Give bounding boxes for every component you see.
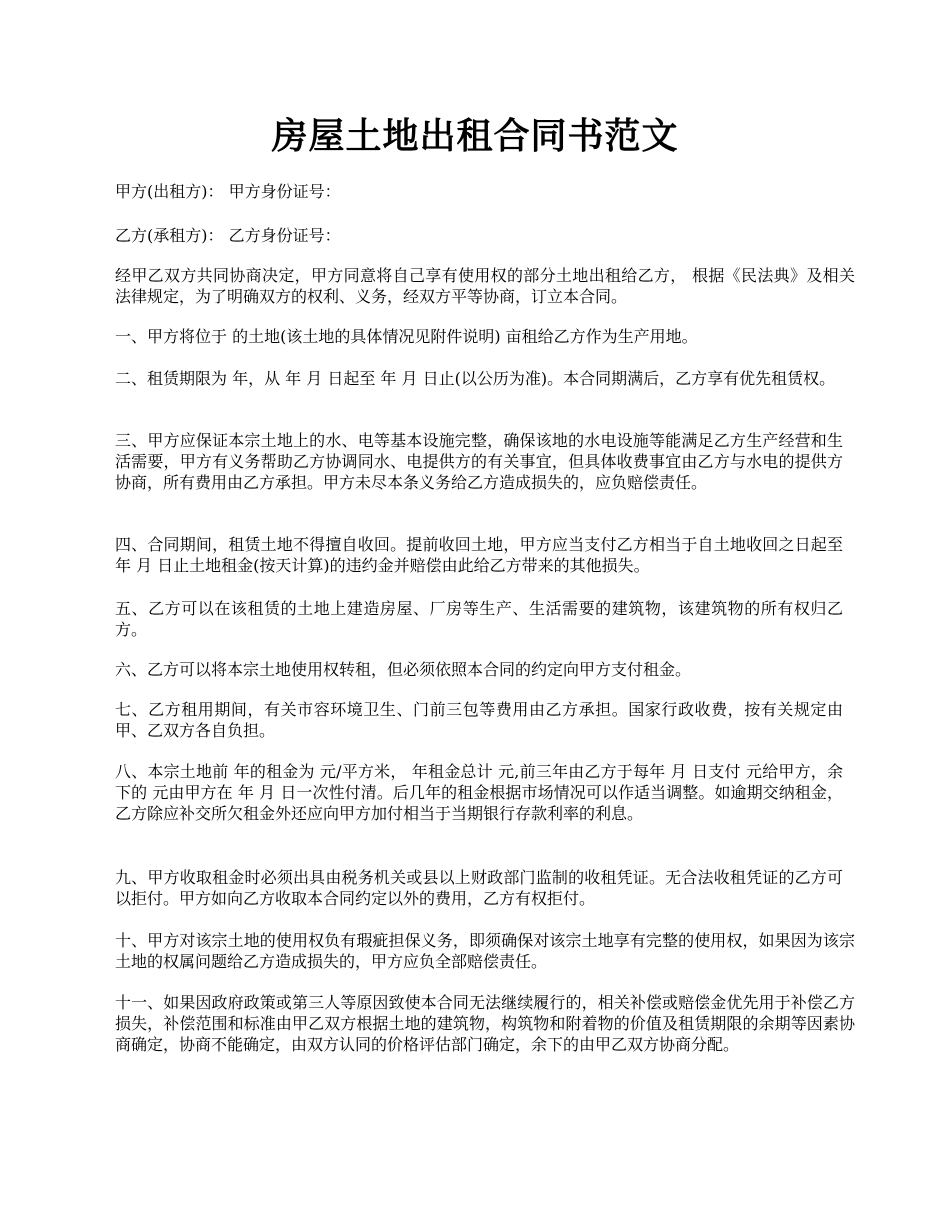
clause-1: 一、甲方将位于 的土地(该土地的具体情况见附件说明) 亩租给乙方作为生产用地。 [115, 327, 698, 346]
clause-6: 六、乙方可以将本宗土地使用权转租，但必须依照本合同的约定向甲方支付租金。 [115, 660, 692, 679]
document-title: 房屋土地出租合同书范文 [271, 115, 679, 157]
party-b-line: 乙方(承租方)： 乙方身份证号： [115, 226, 341, 245]
clause-8: 八、本宗土地前 年的租金为 元/平方米， 年租金总计 元,前三年由乙方于每年 月 日支付 元给甲方，余下的 元由甲方在 年 月 日一次性付清。后几年的租金根据市场情况可以作适当调整。如逾期交纳租金，乙方除应补交所欠租金外还应向甲方加付相当于当期银行存款利率的利息。 [115, 762, 843, 823]
clause-2: 二、租赁期限为 年，从 年 月 日起至 年 月 日止(以公历为准)。本合同期满后，乙方享有优先租赁权。 [115, 369, 836, 388]
clause-10: 十、甲方对该宗土地的使用权负有瑕疵担保义务，即须确保对该宗土地享有完整的使用权，如果因为该宗土地的权属问题给乙方造成损失的，甲方应负全部赔偿责任。 [115, 931, 855, 971]
preamble-paragraph: 经甲乙双方共同协商决定，甲方同意将自己享有使用权的部分土地出租给乙方， 根据《民法典》及相关法律规定，为了明确双方的权利、义务，经双方平等协商，订立本合同。 [115, 266, 855, 306]
clause-3: 三、甲方应保证本宗土地上的水、电等基本设施完整，确保该地的水电设施等能满足乙方生产经营和生活需要，甲方有义务帮助乙方协调同水、电提供方的有关事宜，但具体收费事宜由乙方与水电的提供方协商，所有费用由乙方承担。甲方未尽本条义务给乙方造成损失的，应负赔偿责任。 [115, 431, 843, 492]
clause-7: 七、乙方租用期间，有关市容环境卫生、门前三包等费用由乙方承担。国家行政收费，按有关规定由甲、乙双方各自负担。 [115, 700, 843, 740]
clause-9: 九、甲方收取租金时必须出具由税务机关或县以上财政部门监制的收租凭证。无合法收租凭证的乙方可以拒付。甲方如向乙方收取本合同约定以外的费用，乙方有权拒付。 [115, 868, 843, 908]
clause-4: 四、合同期间，租赁土地不得擅自收回。提前收回土地，甲方应当支付乙方相当于自土地收回之日起至 年 月 日止土地租金(按天计算)的违约金并赔偿由此给乙方带来的其他损失。 [115, 535, 843, 575]
clause-5: 五、乙方可以在该租赁的土地上建造房屋、厂房等生产、生活需要的建筑物，该建筑物的所有权归乙方。 [115, 599, 843, 639]
clause-11: 十一、如果因政府政策或第三人等原因致使本合同无法继续履行的，相关补偿或赔偿金优先用于补偿乙方损失，补偿范围和标准由甲乙双方根据土地的建筑物，构筑物和附着物的价值及租赁期限的余期等因素协商确定，协商不能确定，由双方认同的价格评估部门确定，余下的由甲乙双方协商分配。 [115, 993, 855, 1054]
party-a-line: 甲方(出租方)： 甲方身份证号： [115, 182, 341, 201]
